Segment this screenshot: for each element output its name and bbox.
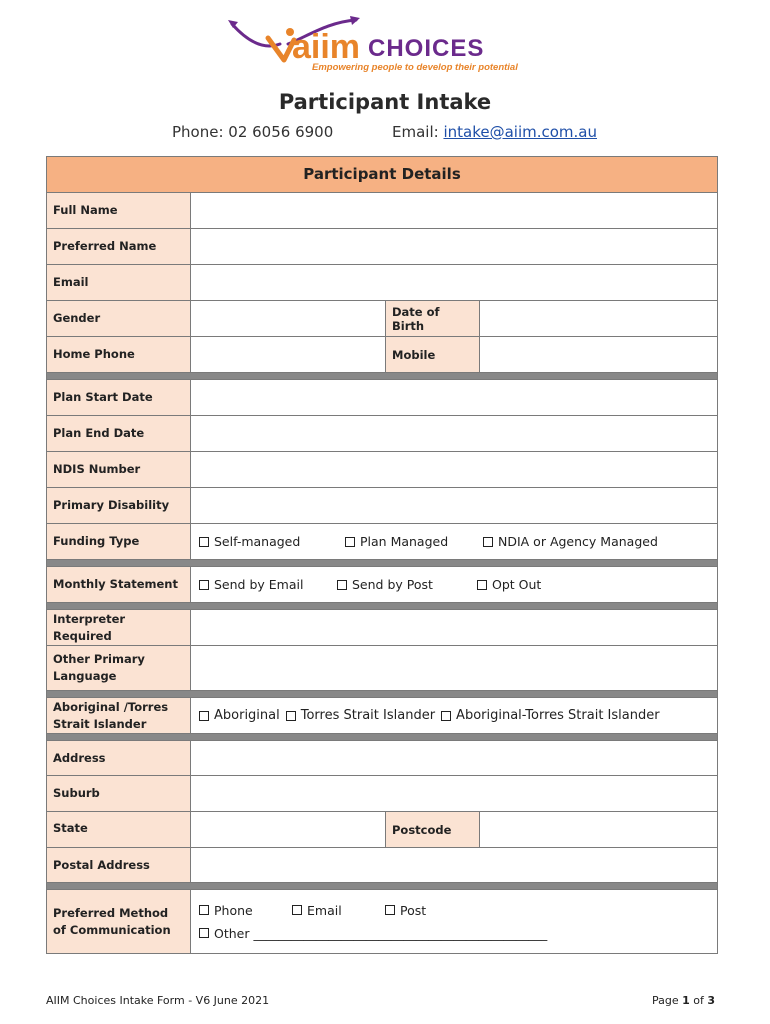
checkbox-icon (199, 928, 209, 938)
plan-end-field[interactable] (191, 416, 717, 451)
label-full-name: Full Name (47, 193, 191, 228)
row-phones (47, 337, 717, 373)
divider (47, 560, 717, 567)
label-other-language: Other Primary Language (47, 646, 191, 690)
row-other-language (47, 646, 717, 691)
primary-disability-field[interactable] (191, 488, 717, 523)
row-full-name (47, 193, 717, 229)
checkbox-phone[interactable]: Phone (199, 903, 292, 918)
label-date-of-birth: Date of Birth (386, 301, 480, 336)
suburb-field[interactable] (191, 776, 717, 811)
row-postal-address (47, 848, 717, 883)
label-home-phone: Home Phone (47, 337, 191, 372)
mobile-field[interactable] (480, 337, 717, 372)
contact-email-row (392, 123, 597, 141)
row-aboriginal (47, 698, 717, 734)
checkbox-self-managed[interactable]: Self-managed (199, 534, 345, 549)
date-of-birth-field[interactable] (480, 301, 717, 336)
email-label: Email: (392, 123, 439, 141)
checkbox-icon (199, 537, 209, 547)
other-language-field[interactable] (191, 646, 717, 690)
checkbox-torres-strait[interactable]: Torres Strait Islander (286, 708, 435, 723)
label-monthly-statement: Monthly Statement (47, 567, 191, 602)
label-interpreter: Interpreter Required (47, 610, 191, 645)
email-link[interactable]: intake@aiim.com.au (443, 123, 597, 141)
svg-text:Empowering people to develop t: Empowering people to develop their potential (312, 62, 518, 73)
gender-field[interactable] (191, 301, 386, 336)
checkbox-opt-out[interactable]: Opt Out (477, 577, 541, 592)
row-monthly-statement (47, 567, 717, 603)
checkbox-plan-managed[interactable]: Plan Managed (345, 534, 483, 549)
svg-text:aiim: aiim (292, 28, 361, 66)
label-plan-end: Plan End Date (47, 416, 191, 451)
section-title: Participant Details (47, 157, 717, 193)
divider (47, 691, 717, 698)
checkbox-send-by-email[interactable]: Send by Email (199, 577, 337, 592)
label-preferred-name: Preferred Name (47, 229, 191, 264)
aiim-choices-logo (228, 14, 542, 74)
postal-address-field[interactable] (191, 848, 717, 882)
row-plan-start (47, 380, 717, 416)
row-address (47, 741, 717, 776)
row-plan-end (47, 416, 717, 452)
divider (47, 603, 717, 610)
checkbox-aboriginal-torres[interactable]: Aboriginal-Torres Strait Islander (441, 708, 660, 723)
checkbox-other[interactable]: Other _______________________________________________ (199, 926, 547, 941)
row-gender-dob (47, 301, 717, 337)
interpreter-field[interactable] (191, 610, 717, 645)
footer-page-number: Page 1 of 3 (652, 994, 716, 1007)
footer-version: AIIM Choices Intake Form - V6 June 2021 (46, 994, 270, 1007)
full-name-field[interactable] (191, 193, 717, 228)
label-aboriginal: Aboriginal /Torres Strait Islander (47, 698, 191, 733)
checkbox-icon (441, 711, 451, 721)
label-address: Address (47, 741, 191, 775)
row-suburb (47, 776, 717, 812)
label-postcode: Postcode (386, 812, 480, 847)
address-field[interactable] (191, 741, 717, 775)
label-primary-disability: Primary Disability (47, 488, 191, 523)
label-gender: Gender (47, 301, 191, 336)
row-preferred-name (47, 229, 717, 265)
row-disability (47, 488, 717, 524)
divider (47, 883, 717, 890)
label-email: Email (47, 265, 191, 300)
email-field[interactable] (191, 265, 717, 300)
svg-text:CHOICES: CHOICES (368, 35, 485, 62)
contact-phone: Phone: 02 6056 6900 (172, 123, 334, 141)
checkbox-aboriginal[interactable]: Aboriginal (199, 708, 280, 723)
checkbox-icon (337, 580, 347, 590)
checkbox-icon (345, 537, 355, 547)
row-email (47, 265, 717, 301)
checkbox-send-by-post[interactable]: Send by Post (337, 577, 477, 592)
label-preferred-method: Preferred Method of Communication (47, 890, 191, 953)
checkbox-post[interactable]: Post (385, 903, 426, 918)
divider (47, 373, 717, 380)
checkbox-ndia-managed[interactable]: NDIA or Agency Managed (483, 534, 658, 549)
row-communication (47, 890, 717, 953)
label-mobile: Mobile (386, 337, 480, 372)
row-ndis (47, 452, 717, 488)
checkbox-icon (483, 537, 493, 547)
participant-details-form (46, 156, 718, 954)
label-suburb: Suburb (47, 776, 191, 811)
label-funding-type: Funding Type (47, 524, 191, 559)
divider (47, 734, 717, 741)
checkbox-icon (199, 711, 209, 721)
row-funding-type (47, 524, 717, 560)
preferred-name-field[interactable] (191, 229, 717, 264)
label-ndis-number: NDIS Number (47, 452, 191, 487)
row-interpreter (47, 610, 717, 646)
postcode-field[interactable] (480, 812, 717, 847)
checkbox-icon (385, 905, 395, 915)
page-title: Participant Intake (278, 90, 492, 114)
checkbox-icon (286, 711, 296, 721)
checkbox-email[interactable]: Email (292, 903, 385, 918)
plan-start-field[interactable] (191, 380, 717, 415)
row-state-postcode (47, 812, 717, 848)
label-postal-address: Postal Address (47, 848, 191, 882)
ndis-number-field[interactable] (191, 452, 717, 487)
label-state: State (47, 812, 191, 847)
state-field[interactable] (191, 812, 386, 847)
checkbox-icon (199, 580, 209, 590)
checkbox-icon (292, 905, 302, 915)
home-phone-field[interactable] (191, 337, 386, 372)
checkbox-icon (477, 580, 487, 590)
label-plan-start: Plan Start Date (47, 380, 191, 415)
checkbox-icon (199, 905, 209, 915)
